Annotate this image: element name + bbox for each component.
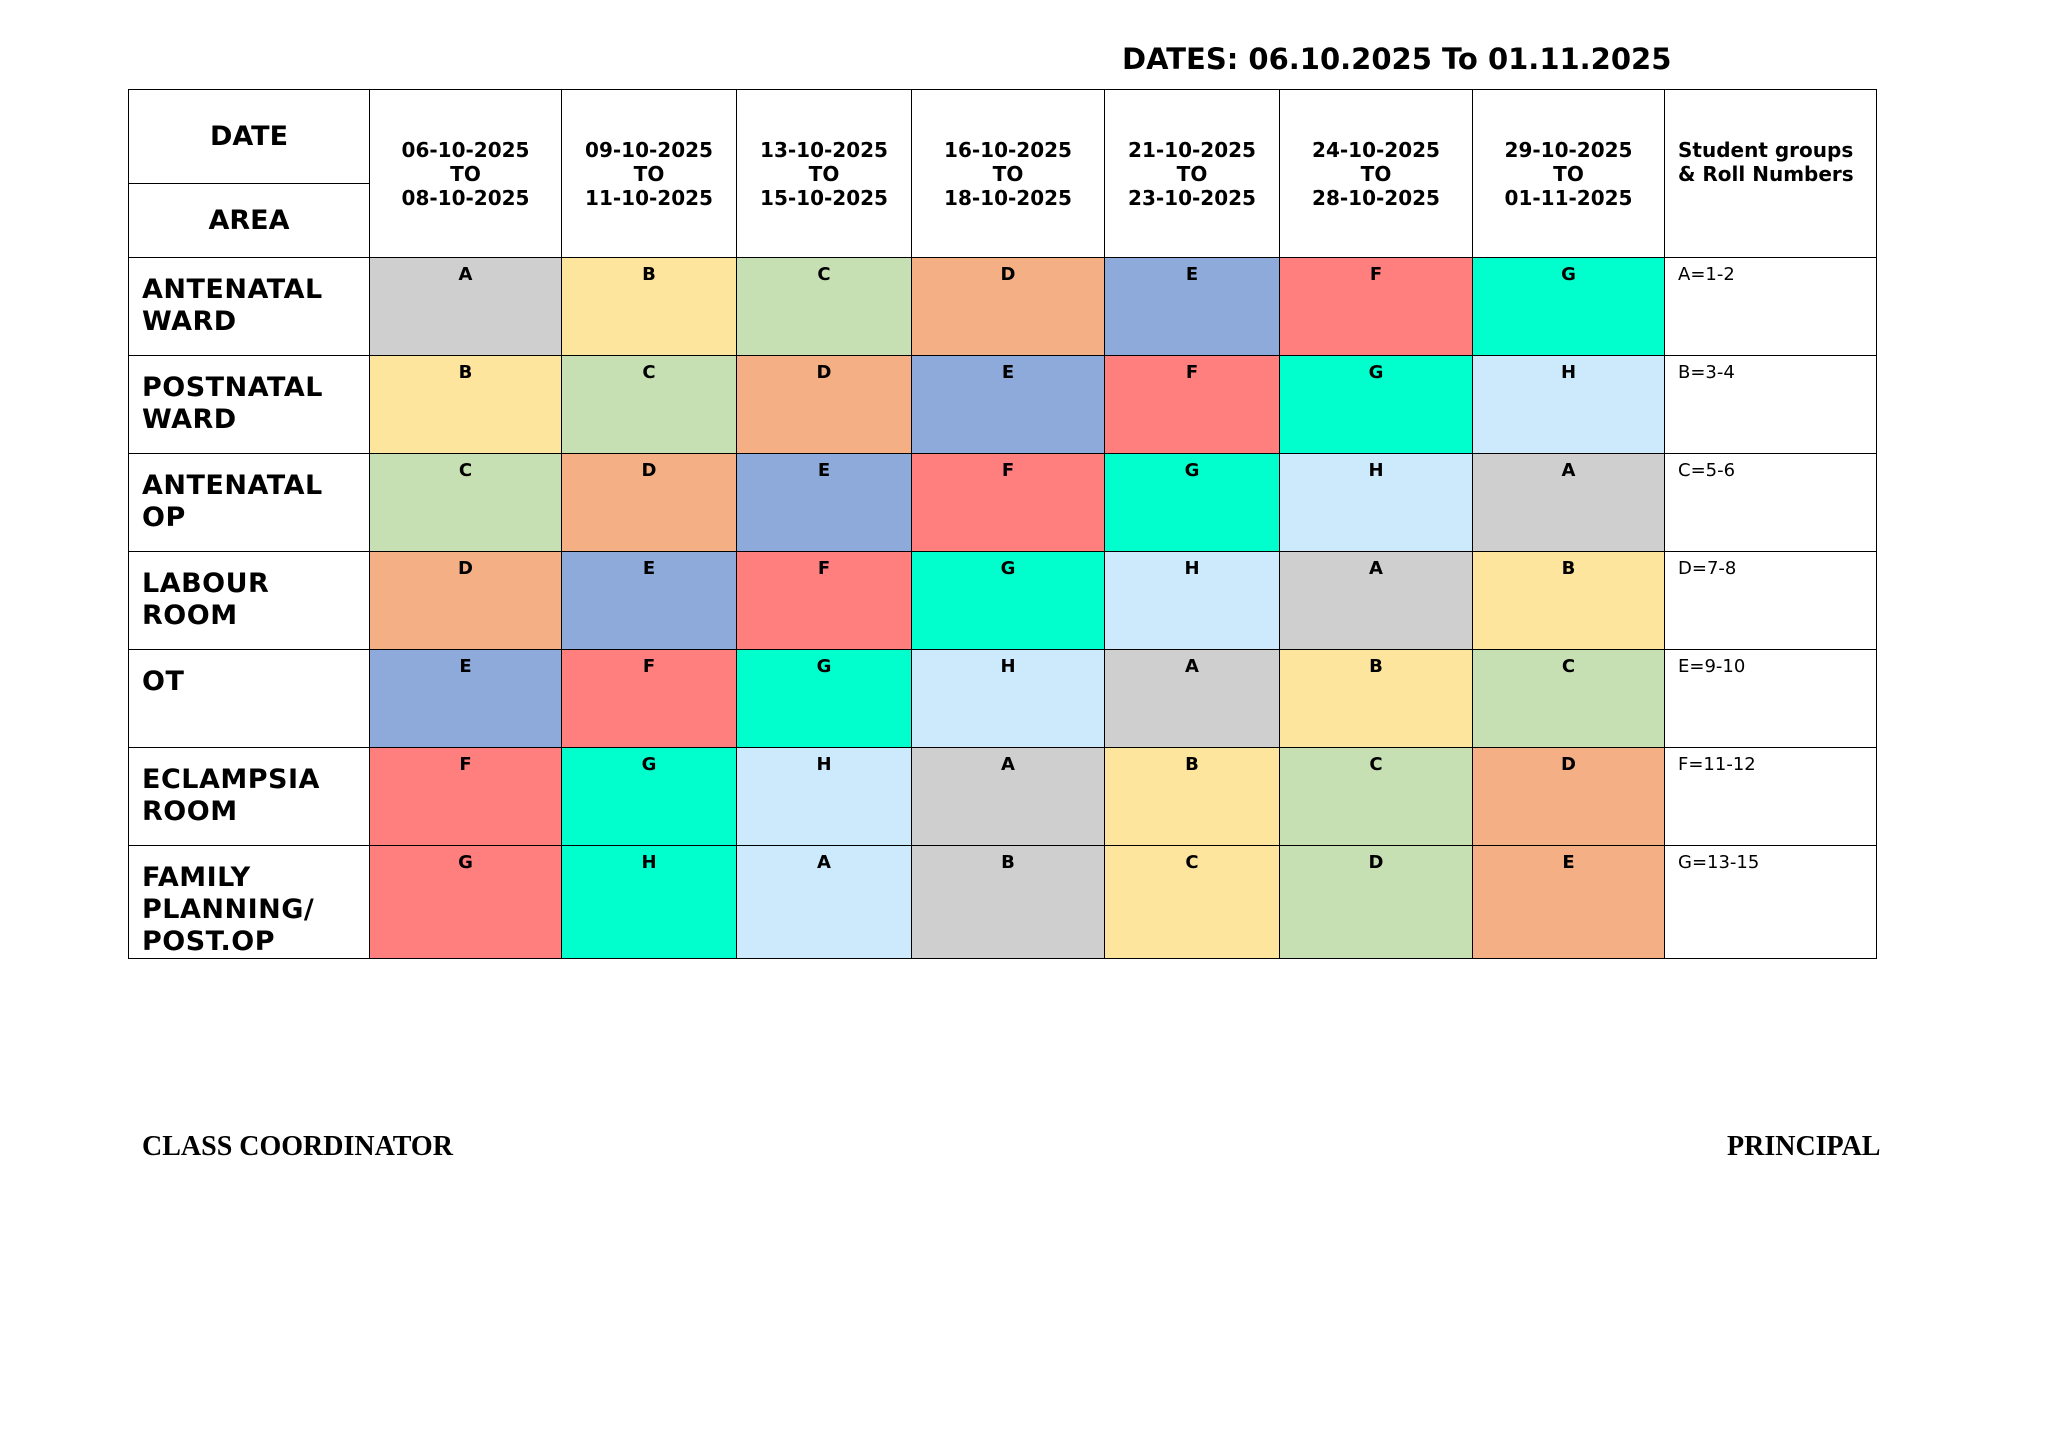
group-cell: E	[1473, 846, 1665, 959]
group-cell: B	[1105, 748, 1280, 846]
roll-number-cell: B=3-4	[1665, 356, 1877, 454]
group-cell: B	[562, 258, 737, 356]
group-cell: A	[370, 258, 562, 356]
period-header: 13-10-2025 TO 15-10-2025	[737, 90, 912, 258]
group-cell: H	[1473, 356, 1665, 454]
area-label-line: OP	[142, 502, 186, 533]
area-label-line: ROOM	[142, 600, 238, 631]
table-row	[129, 552, 1877, 650]
area-label-line: WARD	[142, 306, 237, 337]
group-cell: D	[912, 258, 1105, 356]
period-header: 21-10-2025 TO 23-10-2025	[1105, 90, 1280, 258]
period-header: 29-10-2025 TO 01-11-2025	[1473, 90, 1665, 258]
group-cell: C	[1280, 748, 1473, 846]
group-cell: G	[1105, 454, 1280, 552]
group-cell: E	[737, 454, 912, 552]
area-label-line: FAMILY	[142, 862, 251, 893]
group-cell: B	[370, 356, 562, 454]
period-header: 06-10-2025 TO 08-10-2025	[370, 90, 562, 258]
group-cell: E	[562, 552, 737, 650]
group-cell: D	[1473, 748, 1665, 846]
group-cell: D	[1280, 846, 1473, 959]
area-label-line: POSTNATAL	[142, 372, 323, 403]
area-cell	[129, 552, 370, 650]
group-cell: E	[912, 356, 1105, 454]
group-cell: F	[1105, 356, 1280, 454]
group-cell: D	[370, 552, 562, 650]
rotation-table	[128, 89, 1877, 959]
group-cell: D	[562, 454, 737, 552]
roll-number-cell: E=9-10	[1665, 650, 1877, 748]
group-cell: H	[1280, 454, 1473, 552]
area-cell	[129, 650, 370, 748]
area-label-line: ANTENATAL	[142, 470, 323, 501]
group-cell: A	[1280, 552, 1473, 650]
area-label-line: WARD	[142, 404, 237, 435]
roll-number-cell: A=1-2	[1665, 258, 1877, 356]
area-header: AREA	[129, 184, 370, 258]
group-cell: H	[912, 650, 1105, 748]
table-row	[129, 454, 1877, 552]
date-header: DATE	[129, 90, 370, 184]
group-cell: H	[562, 846, 737, 959]
table-row	[129, 356, 1877, 454]
area-cell	[129, 748, 370, 846]
area-label-line: ROOM	[142, 796, 238, 827]
table-row	[129, 846, 1877, 959]
table-row	[129, 748, 1877, 846]
area-cell	[129, 454, 370, 552]
roll-number-cell: G=13-15	[1665, 846, 1877, 959]
table-row	[129, 650, 1877, 748]
group-cell: H	[737, 748, 912, 846]
group-cell: G	[1473, 258, 1665, 356]
area-cell	[129, 258, 370, 356]
roll-number-cell: F=11-12	[1665, 748, 1877, 846]
period-header: 09-10-2025 TO 11-10-2025	[562, 90, 737, 258]
area-label-line: ECLAMPSIA	[142, 764, 320, 795]
group-cell: F	[1280, 258, 1473, 356]
class-coordinator-signature-label: CLASS COORDINATOR	[142, 1131, 453, 1162]
group-cell: G	[1280, 356, 1473, 454]
group-cell: B	[912, 846, 1105, 959]
area-label-line: POST.OP	[142, 926, 276, 957]
header-row-top	[129, 90, 1877, 184]
group-cell: G	[737, 650, 912, 748]
group-cell: H	[1105, 552, 1280, 650]
area-cell	[129, 356, 370, 454]
area-label-line: LABOUR	[142, 568, 270, 599]
group-cell: C	[1473, 650, 1665, 748]
group-cell: C	[562, 356, 737, 454]
period-header: 16-10-2025 TO 18-10-2025	[912, 90, 1105, 258]
group-cell: F	[737, 552, 912, 650]
group-cell: F	[912, 454, 1105, 552]
group-cell: A	[912, 748, 1105, 846]
group-cell: C	[370, 454, 562, 552]
principal-signature-label: PRINCIPAL	[1727, 1131, 1881, 1162]
group-cell: E	[1105, 258, 1280, 356]
period-header: 24-10-2025 TO 28-10-2025	[1280, 90, 1473, 258]
group-cell: G	[562, 748, 737, 846]
groups-header: Student groups & Roll Numbers	[1665, 90, 1877, 258]
group-cell: D	[737, 356, 912, 454]
area-label-line: PLANNING/	[142, 894, 315, 925]
group-cell: F	[370, 748, 562, 846]
dates-title: DATES: 06.10.2025 To 01.11.2025	[1122, 42, 1672, 76]
group-cell: E	[370, 650, 562, 748]
group-cell: G	[912, 552, 1105, 650]
roll-number-cell: C=5-6	[1665, 454, 1877, 552]
roll-number-cell: D=7-8	[1665, 552, 1877, 650]
group-cell: A	[737, 846, 912, 959]
group-cell: B	[1280, 650, 1473, 748]
group-cell: C	[1105, 846, 1280, 959]
group-cell: A	[1473, 454, 1665, 552]
group-cell: C	[737, 258, 912, 356]
group-cell: F	[562, 650, 737, 748]
area-cell	[129, 846, 370, 959]
group-cell: B	[1473, 552, 1665, 650]
area-label-line: ANTENATAL	[142, 274, 323, 305]
area-label-line: OT	[142, 666, 185, 697]
group-cell: G	[370, 846, 562, 959]
group-cell: A	[1105, 650, 1280, 748]
table-row	[129, 258, 1877, 356]
